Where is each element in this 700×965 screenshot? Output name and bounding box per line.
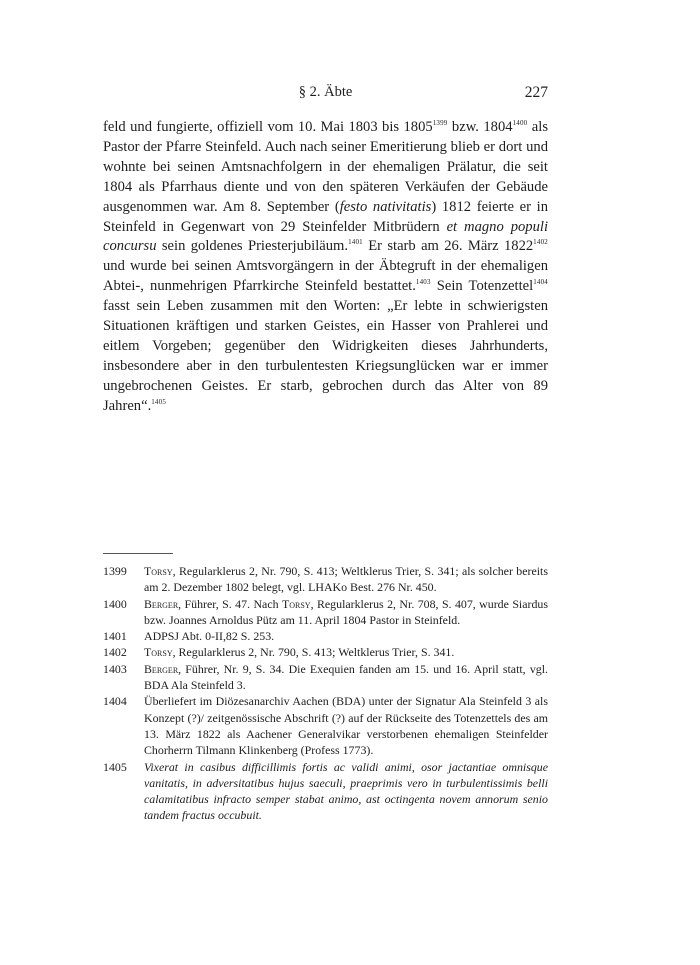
footnote-text [144, 759, 548, 824]
page-number: 227 [524, 84, 548, 101]
latin-quotation: Vixerat in casibus difficillimis fortis ac validi animi, osor jactantiae omnisque vanitatis, in adversitatibus hujus saeculi, praeprimis vero in turbulentissimis belli calamitatibus infracto semper stabat animo, ast octingenta novem annorum senio tandem fractus occubuit. [144, 759, 548, 823]
author-name: Berger [144, 661, 179, 676]
footnote-ref-1404[interactable]: 1404 [533, 278, 548, 287]
body-text-run: und wurde bei seinen Amtsvorgängern in der Äbtegruft in der ehemaligen Abtei-, nunmehrigen Pfarrkirche Steinfeld bestattet. [103, 258, 548, 295]
footnote-ref-1399[interactable]: 1399 [432, 119, 448, 128]
footnote-1399 [103, 563, 548, 596]
running-title: § 2. Äbte [298, 84, 353, 100]
footnote-ref-1402[interactable]: 1402 [533, 238, 548, 247]
body-text-run: als Pastor der Pfarre Steinfeld. Auch nach seiner Emeritierung blieb er dort und wohnte bei seinen Amtsnachfolgern in der ehemaligen Prälatur, die seit 1804 als Pfarrhaus diente und von den späteren Verkäufen der Gebäude ausgenommen war. Am 8. September ( [103, 119, 549, 215]
body-text-run: feld und fungierte, offiziell vom 10. Mai 1803 bis 1805 [103, 119, 433, 135]
footnote-separator [103, 553, 173, 554]
body-text-run: sein goldenes Priesterjubiläum. [156, 238, 349, 255]
footnote-ref-1405[interactable]: 1405 [151, 397, 167, 406]
footnote-number: 1400 [103, 596, 127, 611]
footnote-text [144, 563, 548, 596]
footnote-1401 [103, 628, 548, 644]
footnote-ref-1403[interactable]: 1403 [415, 278, 431, 287]
footnote-ref-1400[interactable]: 1400 [512, 119, 528, 128]
latin-phrase: et magno populi concursu [103, 218, 548, 255]
author-name: Berger [144, 596, 179, 611]
footnote-ref-1401[interactable]: 1401 [348, 238, 363, 247]
latin-phrase: festo nativitatis [339, 198, 432, 215]
footnote-number: 1399 [103, 564, 127, 578]
author-name: Torsy [144, 564, 173, 578]
body-text-run: bzw. 1804 [447, 119, 513, 135]
body-text-run: ) 1812 feierte er in Steinfeld in Gegenwart von 29 Steinfelder Mitbrüdern [103, 198, 549, 235]
body-paragraph [103, 118, 548, 417]
main-text [103, 118, 548, 417]
citation-text: , Regularklerus 2, Nr. 790, S. 413; Weltklerus Trier, S. 341; als solcher bereits am 2. Dezember 1802 belegt, vgl. LHAKo Best. 276 Nr. 450. [144, 564, 548, 595]
author-name: Torsy [144, 645, 173, 660]
footnote-1404 [103, 693, 548, 758]
running-header [103, 84, 548, 106]
body-text-run: Er starb am 26. März 1822 [362, 238, 534, 255]
footnote-text: ADPSJ Abt. 0-II,82 S. 253. [144, 629, 275, 644]
footnote-text [144, 596, 548, 629]
body-text-run: Sein Totenzettel [430, 278, 534, 295]
footnote-number: 1404 [103, 694, 127, 709]
footnote-1402 [103, 644, 548, 660]
footnote-number: 1405 [103, 759, 127, 774]
citation-text: , Regularklerus 2, Nr. 708, S. 407, wurde Siardus bzw. Joannes Arnoldus Pütz am 11. April 1804 Pastor in Steinfeld. [144, 596, 548, 627]
footnote-number: 1403 [103, 661, 127, 676]
footnote-1400 [103, 596, 548, 629]
footnote-number: 1402 [103, 645, 127, 660]
footnote-text: Überliefert im Diözesanarchiv Aachen (BDA) unter der Signatur Ala Steinfeld 3 als Konzept (?)/ zeitgenössische Abschrift (?) auf der Rückseite des Totenzettels des am 13. März 1822 als Aachener Generalvikar verstorbenen ehemaligen Steinfelder Chorherrn Tilmann Klinkenberg (Profess 1773). [144, 694, 548, 758]
footnotes [103, 563, 548, 824]
body-text-run: fasst sein Leben zusammen mit den Worten: „Er lebte in schwierigsten Situationen kräftigen und starken Geistes, ein Hasser von Prahlerei und eitlem Vorgeben; gegenüber den Widrigkeiten dieses Jahrhunderts, insbesondere aber in den turbulentesten Kriegsunglücken war er immer ungebrochenen Geistes. Er starb, gebrochen durch das Alter von 89 Jahren“. [103, 298, 548, 414]
footnote-text [144, 661, 548, 694]
citation-text: , Führer, S. 47. Nach [178, 596, 282, 611]
author-name: Torsy [281, 596, 311, 611]
citation-text: , Führer, Nr. 9, S. 34. Die Exequien fanden am 15. und 16. April statt, vgl. BDA Ala Steinfeld 3. [144, 661, 548, 693]
citation-text: , Regularklerus 2, Nr. 790, S. 413; Weltklerus Trier, S. 341. [172, 645, 455, 660]
footnote-text [144, 644, 548, 660]
footnote-number: 1401 [103, 629, 127, 644]
footnote-1405 [103, 759, 548, 824]
footnote-1403 [103, 661, 548, 694]
